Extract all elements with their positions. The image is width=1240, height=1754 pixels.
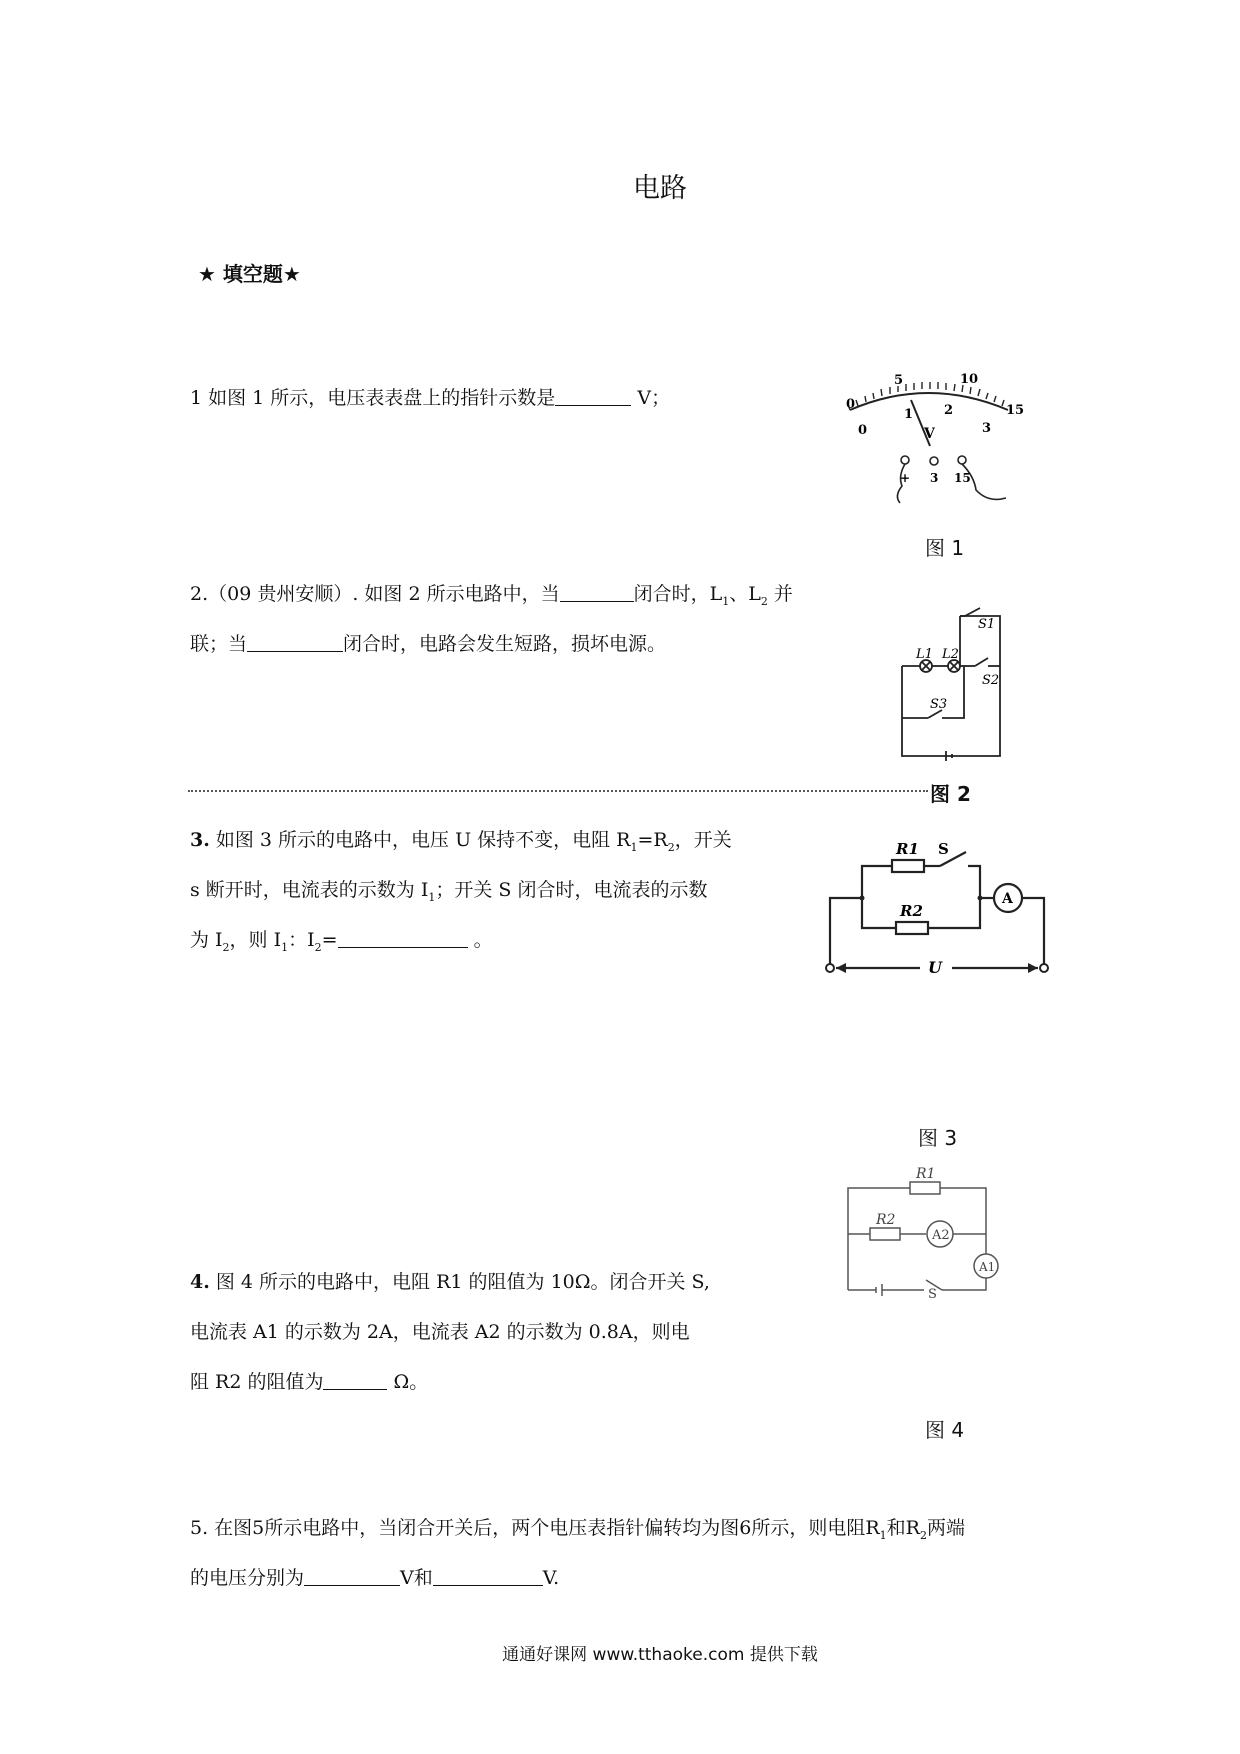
figure-1-caption: 图 1 (925, 536, 965, 560)
q5-line1-text-b: 和R (886, 1517, 920, 1539)
page-title: 电路 (633, 173, 687, 204)
q3-line1-text: 如图 3 所示的电路中，电压 U 保持不变，电阻 R (209, 829, 631, 851)
q4-line2-text: 电流表 A1 的示数为 2A，电流表 A2 的示数为 0.8A，则电 (190, 1321, 690, 1343)
fig3-label-a: A (1002, 891, 1013, 907)
figure-1-voltmeter (828, 358, 1028, 508)
fig2-label-s1: S1 (978, 617, 996, 632)
fig4-label-s: S (928, 1287, 937, 1300)
question-4-line-3 (190, 1358, 428, 1407)
fig3-label-u: U (928, 958, 942, 976)
q5-answer-blank-1[interactable] (304, 1564, 400, 1586)
q1-unit: V； (637, 387, 671, 409)
q5-answer-blank-2[interactable] (433, 1564, 543, 1586)
q2-line1-text-d: 并 (767, 583, 793, 605)
fig1-scale-top-15: 15 (1006, 403, 1025, 418)
question-2 (190, 570, 793, 626)
question-5-line-2 (190, 1554, 559, 1603)
q3-line3-text-b: ，则 I (229, 929, 282, 951)
q3-line3-text: 为 I (190, 929, 223, 951)
q2-line2-text: 联；当 (190, 633, 248, 655)
q5-line2-text-b: V和 (400, 1567, 433, 1589)
q3-answer-blank[interactable] (338, 926, 468, 948)
fig2-label-l1: L1 (916, 647, 933, 662)
fig1-terminal-plus: + (900, 471, 911, 485)
q1-answer-blank[interactable] (555, 384, 631, 406)
q2-line2-text-b: 闭合时，电路会发生短路，损坏电源。 (343, 633, 667, 655)
fig4-label-a2: A2 (932, 1228, 950, 1243)
question-2-line-2 (190, 620, 666, 669)
figure-4-caption: 图 4 (925, 1418, 965, 1442)
fig3-label-r1: R1 (896, 840, 919, 858)
footer-text: 通通好课网 www.tthaoke.com 提供下载 (502, 1645, 818, 1665)
figure-3-caption: 图 3 (918, 1126, 958, 1150)
q3-line1-text-c: ，开关 (674, 829, 732, 851)
question-4 (190, 1258, 710, 1307)
figure-2-caption: 图 2 (930, 782, 971, 806)
q1-text: 1 如图 1 所示，电压表表盘上的指针示数是 (190, 387, 556, 409)
fig2-label-s2: S2 (982, 673, 1000, 688)
fig4-label-a1: A1 (979, 1260, 996, 1274)
q3-number: 3. (190, 829, 210, 851)
section-heading: ★ 填空题★ (198, 262, 301, 286)
fig1-scale-bottom-3: 3 (982, 421, 992, 436)
fig2-label-s3: S3 (930, 697, 948, 712)
q3-line2-text-b: ；开关 S 闭合时，电流表的示数 (435, 879, 708, 901)
q2-line1-text-b: 闭合时，L (633, 583, 723, 605)
fig1-meter-letter: V (924, 426, 935, 442)
q3-line1-text-b: =R (637, 829, 668, 851)
q5-line1-text-c: 两端 (926, 1517, 965, 1539)
fig3-label-r2: R2 (900, 902, 923, 920)
fig4-label-r1: R1 (916, 1166, 936, 1182)
fig1-scale-top-5: 5 (894, 373, 904, 388)
q4-line3-text: 阻 R2 的阻值为 (190, 1371, 324, 1393)
q3-line3-text-d: = (321, 929, 338, 951)
q5-line2-text-c: V. (542, 1567, 560, 1589)
question-3-line-2: s 断开时，电流表的示数为 $I_1$；开关 S 闭合时，电流表的示数 (190, 879, 708, 904)
figure-3-circuit (822, 836, 1062, 976)
fig1-scale-bottom-2: 2 (944, 403, 954, 418)
fig1-terminal-3: 3 (930, 471, 939, 485)
q2-sub-2: 2 (760, 594, 768, 608)
fig3-label-s: S (938, 840, 949, 858)
fig1-scale-bottom-1: 1 (904, 407, 914, 422)
question-4-line-2 (190, 1308, 690, 1357)
question-3: 3. 如图 3 所示的电路中，电压 U 保持不变，电阻 $R_1=R_2$，开关 (190, 829, 732, 854)
q3-line2-text: s 断开时，电流表的示数为 I (190, 879, 429, 901)
question-3-line-3: 为 $I_2$，则 $I_1$：$I_2=$ 。 (190, 916, 493, 972)
dotted-divider (188, 790, 928, 792)
q2-answer-blank-2[interactable] (247, 630, 343, 652)
q5-line2-text: 的电压分别为 (190, 1567, 305, 1589)
q2-line1-text: 2.（09 贵州安顺）. 如图 2 所示电路中，当 (190, 583, 560, 605)
q4-line1-text: 图 4 所示的电路中，电阻 R1 的阻值为 10Ω。闭合开关 S, (209, 1271, 710, 1293)
q3-line3-text-e: 。 (473, 929, 493, 951)
q4-number: 4. (190, 1271, 210, 1293)
fig1-terminal-15: 15 (954, 471, 971, 485)
q5-line1-text: 5. 在图5所示电路中，当闭合开关后，两个电压表指针偏转均为图6所示，则电阻R (190, 1517, 880, 1539)
figure-4-circuit (838, 1160, 1008, 1300)
q3-line3-text-c: ：I (288, 929, 315, 951)
q2-line1-text-c: 、L (729, 583, 761, 605)
q2-sub-1: 1 (722, 594, 730, 608)
q2-answer-blank-1[interactable] (560, 580, 634, 602)
figure-2-circuit (890, 606, 1020, 766)
q4-line3-unit: Ω。 (393, 1371, 429, 1393)
fig1-scale-bottom-0: 0 (858, 423, 868, 438)
question-1 (190, 374, 670, 423)
question-5: 5. 在图5所示电路中，当闭合开关后，两个电压表指针偏转均为图6所示，则电阻$R_1$和$R_2$两端 (190, 1517, 965, 1542)
fig1-scale-top-0: 0 (846, 397, 856, 412)
fig2-label-l2: L2 (942, 647, 959, 662)
q4-answer-blank[interactable] (323, 1368, 387, 1390)
fig1-scale-top-10: 10 (960, 372, 979, 387)
fig4-label-r2: R2 (876, 1212, 896, 1228)
